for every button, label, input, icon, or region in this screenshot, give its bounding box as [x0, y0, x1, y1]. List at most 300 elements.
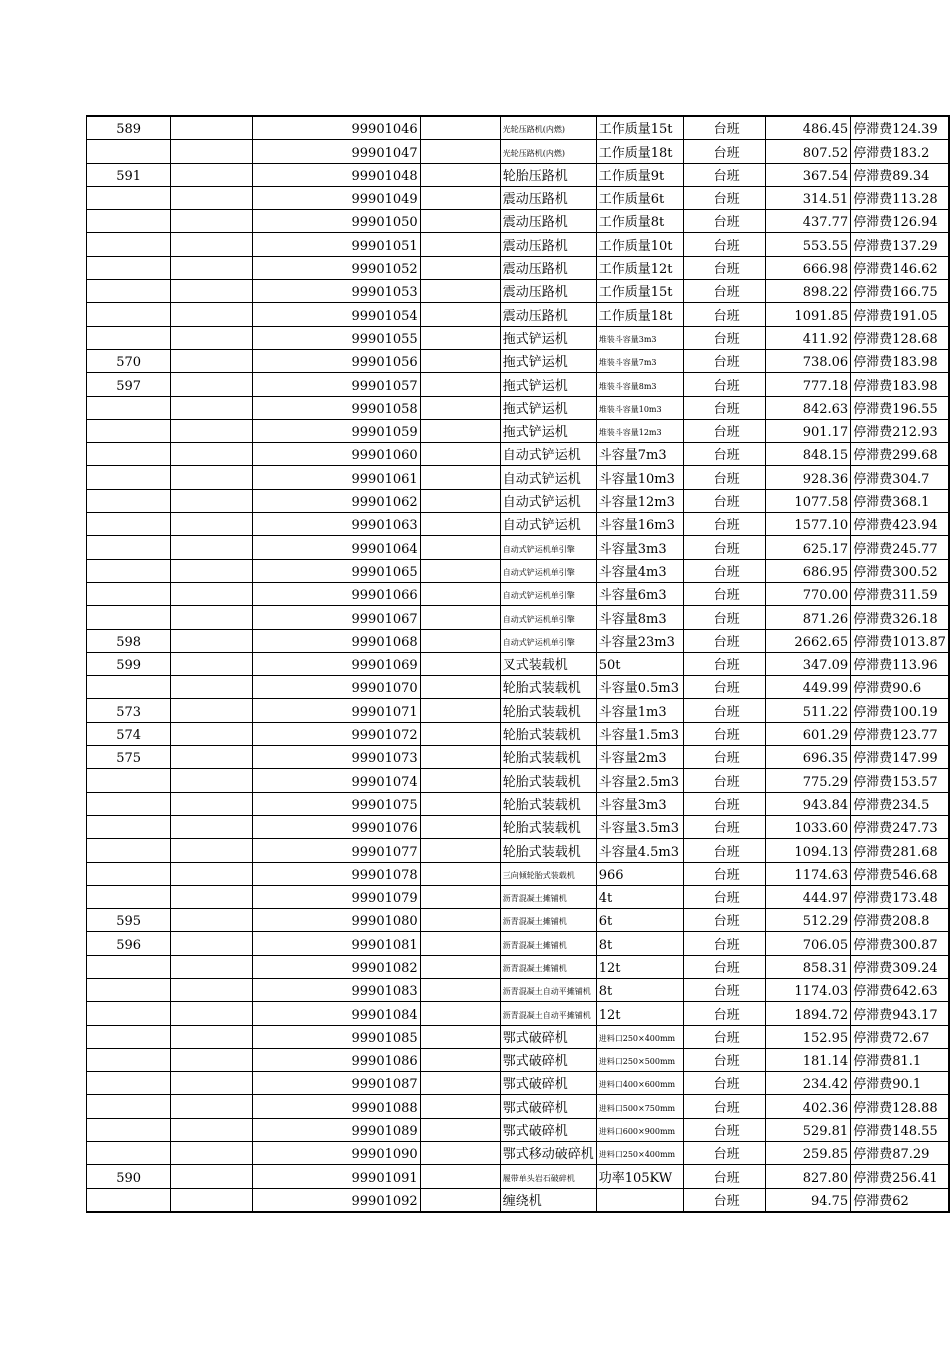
code-cell: 99901070: [252, 676, 421, 699]
spec-cell: 4t: [596, 885, 683, 908]
spec-cell: 堆装斗容量7m3: [596, 349, 683, 372]
blank-cell: [171, 280, 252, 303]
machine-name-cell: 履带单头岩石破碎机: [500, 1165, 596, 1188]
blank-cell: [171, 1095, 252, 1118]
table-row: [87, 536, 950, 559]
price-cell: 842.63: [766, 396, 851, 419]
blank-cell: [171, 769, 252, 792]
idle-fee-cell: 停滞费146.62: [851, 256, 949, 279]
table-row: [87, 746, 950, 769]
unit-cell: 台班: [683, 1072, 766, 1095]
blank-cell: [171, 1165, 252, 1188]
table-row: [87, 1165, 950, 1188]
spec-cell: 进料口600×900mm: [596, 1118, 683, 1141]
machine-name-cell: 鄂式破碎机: [500, 1048, 596, 1071]
table-row: [87, 1118, 950, 1141]
spec-cell: 斗容量10m3: [596, 466, 683, 489]
blank-cell: [421, 885, 500, 908]
table-row: [87, 1048, 950, 1071]
table-row: [87, 606, 950, 629]
blank-cell: [421, 163, 500, 186]
unit-cell: 台班: [683, 862, 766, 885]
price-cell: 444.97: [766, 885, 851, 908]
code-cell: 99901083: [252, 978, 421, 1001]
machine-name-cell: 轮胎压路机: [500, 163, 596, 186]
row-number-cell: [87, 419, 171, 442]
unit-cell: 台班: [683, 373, 766, 396]
row-number-cell: [87, 955, 171, 978]
code-cell: 99901084: [252, 1002, 421, 1025]
unit-cell: 台班: [683, 1048, 766, 1071]
machine-name-cell: 轮胎式装载机: [500, 746, 596, 769]
blank-cell: [421, 140, 500, 163]
row-number-cell: [87, 1025, 171, 1048]
price-cell: 486.45: [766, 116, 851, 140]
row-number-cell: [87, 1118, 171, 1141]
blank-cell: [171, 443, 252, 466]
blank-cell: [421, 303, 500, 326]
price-cell: 411.92: [766, 326, 851, 349]
machine-name-cell: 自动式铲运机单引擎: [500, 582, 596, 605]
spec-cell: 6t: [596, 909, 683, 932]
idle-fee-cell: 停滞费128.68: [851, 326, 949, 349]
code-cell: 99901085: [252, 1025, 421, 1048]
table-row: [87, 140, 950, 163]
blank-cell: [171, 326, 252, 349]
idle-fee-cell: 停滞费234.5: [851, 792, 949, 815]
machine-name-cell: 自动式铲运机单引擎: [500, 606, 596, 629]
machine-name-cell: 沥青混凝土摊铺机: [500, 955, 596, 978]
blank-cell: [421, 676, 500, 699]
spec-cell: 进料口400×600mm: [596, 1072, 683, 1095]
blank-cell: [171, 746, 252, 769]
spec-cell: [596, 1188, 683, 1212]
machine-name-cell: 轮胎式装载机: [500, 676, 596, 699]
blank-cell: [171, 909, 252, 932]
blank-cell: [171, 419, 252, 442]
code-cell: 99901052: [252, 256, 421, 279]
blank-cell: [171, 163, 252, 186]
spec-cell: 工作质量15t: [596, 116, 683, 140]
price-cell: 770.00: [766, 582, 851, 605]
blank-cell: [421, 978, 500, 1001]
unit-cell: 台班: [683, 629, 766, 652]
code-cell: 99901068: [252, 629, 421, 652]
row-number-cell: 591: [87, 163, 171, 186]
code-cell: 99901082: [252, 955, 421, 978]
unit-cell: 台班: [683, 1002, 766, 1025]
machine-name-cell: 叉式装载机: [500, 652, 596, 675]
machine-name-cell: 拖式铲运机: [500, 349, 596, 372]
code-cell: 99901072: [252, 722, 421, 745]
blank-cell: [421, 536, 500, 559]
idle-fee-cell: 停滞费89.34: [851, 163, 949, 186]
blank-cell: [421, 1188, 500, 1212]
row-number-cell: 575: [87, 746, 171, 769]
blank-cell: [171, 1048, 252, 1071]
table-row: [87, 163, 950, 186]
unit-cell: 台班: [683, 513, 766, 536]
idle-fee-cell: 停滞费546.68: [851, 862, 949, 885]
unit-cell: 台班: [683, 116, 766, 140]
spec-cell: 工作质量18t: [596, 303, 683, 326]
blank-cell: [421, 373, 500, 396]
idle-fee-cell: 停滞费943.17: [851, 1002, 949, 1025]
spec-cell: 斗容量12m3: [596, 489, 683, 512]
row-number-cell: 598: [87, 629, 171, 652]
row-number-cell: [87, 513, 171, 536]
table-row: [87, 373, 950, 396]
spec-cell: 斗容量2.5m3: [596, 769, 683, 792]
unit-cell: 台班: [683, 163, 766, 186]
idle-fee-cell: 停滞费126.94: [851, 210, 949, 233]
machine-name-cell: 轮胎式装载机: [500, 815, 596, 838]
unit-cell: 台班: [683, 303, 766, 326]
machine-name-cell: 拖式铲运机: [500, 419, 596, 442]
unit-cell: 台班: [683, 536, 766, 559]
idle-fee-cell: 停滞费148.55: [851, 1118, 949, 1141]
row-number-cell: [87, 1072, 171, 1095]
blank-cell: [171, 792, 252, 815]
blank-cell: [421, 1072, 500, 1095]
code-cell: 99901066: [252, 582, 421, 605]
machine-name-cell: 自动式铲运机: [500, 443, 596, 466]
unit-cell: 台班: [683, 746, 766, 769]
unit-cell: 台班: [683, 769, 766, 792]
blank-cell: [171, 116, 252, 140]
code-cell: 99901061: [252, 466, 421, 489]
price-cell: 2662.65: [766, 629, 851, 652]
price-cell: 94.75: [766, 1188, 851, 1212]
spec-cell: 功率105KW: [596, 1165, 683, 1188]
machine-name-cell: 沥青混凝土自动平摊铺机: [500, 978, 596, 1001]
spec-cell: 斗容量8m3: [596, 606, 683, 629]
code-cell: 99901055: [252, 326, 421, 349]
table-row: [87, 652, 950, 675]
blank-cell: [421, 116, 500, 140]
machine-name-cell: 三向倾轮胎式装载机: [500, 862, 596, 885]
code-cell: 99901088: [252, 1095, 421, 1118]
machine-name-cell: 沥青混凝土摊铺机: [500, 932, 596, 955]
row-number-cell: [87, 466, 171, 489]
row-number-cell: [87, 885, 171, 908]
machine-name-cell: 自动式铲运机: [500, 513, 596, 536]
blank-cell: [171, 349, 252, 372]
code-cell: 99901069: [252, 652, 421, 675]
spec-cell: 斗容量16m3: [596, 513, 683, 536]
row-number-cell: 590: [87, 1165, 171, 1188]
idle-fee-cell: 停滞费147.99: [851, 746, 949, 769]
unit-cell: 台班: [683, 909, 766, 932]
unit-cell: 台班: [683, 885, 766, 908]
price-cell: 1174.03: [766, 978, 851, 1001]
machine-name-cell: 震动压路机: [500, 210, 596, 233]
blank-cell: [421, 629, 500, 652]
table-row: [87, 233, 950, 256]
idle-fee-cell: 停滞费245.77: [851, 536, 949, 559]
blank-cell: [421, 186, 500, 209]
unit-cell: 台班: [683, 419, 766, 442]
table-row: [87, 885, 950, 908]
idle-fee-cell: 停滞费153.57: [851, 769, 949, 792]
blank-cell: [171, 1002, 252, 1025]
row-number-cell: [87, 978, 171, 1001]
idle-fee-cell: 停滞费368.1: [851, 489, 949, 512]
idle-fee-cell: 停滞费72.67: [851, 1025, 949, 1048]
blank-cell: [421, 233, 500, 256]
row-number-cell: [87, 396, 171, 419]
blank-cell: [171, 885, 252, 908]
price-cell: 347.09: [766, 652, 851, 675]
code-cell: 99901074: [252, 769, 421, 792]
machine-name-cell: 自动式铲运机单引擎: [500, 559, 596, 582]
code-cell: 99901078: [252, 862, 421, 885]
blank-cell: [421, 1165, 500, 1188]
idle-fee-cell: 停滞费300.52: [851, 559, 949, 582]
machine-name-cell: 震动压路机: [500, 186, 596, 209]
price-cell: 858.31: [766, 955, 851, 978]
code-cell: 99901046: [252, 116, 421, 140]
row-number-cell: 599: [87, 652, 171, 675]
price-cell: 1577.10: [766, 513, 851, 536]
code-cell: 99901065: [252, 559, 421, 582]
table-row: [87, 256, 950, 279]
machine-name-cell: 轮胎式装载机: [500, 839, 596, 862]
row-number-cell: [87, 1095, 171, 1118]
machine-name-cell: 沥青混凝土摊铺机: [500, 885, 596, 908]
price-cell: 1894.72: [766, 1002, 851, 1025]
price-cell: 901.17: [766, 419, 851, 442]
unit-cell: 台班: [683, 722, 766, 745]
code-cell: 99901057: [252, 373, 421, 396]
table-row: [87, 443, 950, 466]
idle-fee-cell: 停滞费304.7: [851, 466, 949, 489]
machine-name-cell: 鄂式移动破碎机: [500, 1142, 596, 1165]
table-row: [87, 1002, 950, 1025]
code-cell: 99901073: [252, 746, 421, 769]
price-cell: 529.81: [766, 1118, 851, 1141]
row-number-cell: [87, 815, 171, 838]
price-cell: 871.26: [766, 606, 851, 629]
spec-cell: 斗容量0.5m3: [596, 676, 683, 699]
blank-cell: [421, 909, 500, 932]
code-cell: 99901092: [252, 1188, 421, 1212]
blank-cell: [171, 396, 252, 419]
price-cell: 234.42: [766, 1072, 851, 1095]
price-cell: 259.85: [766, 1142, 851, 1165]
unit-cell: 台班: [683, 466, 766, 489]
row-number-cell: [87, 326, 171, 349]
machine-name-cell: 光轮压路机(内燃): [500, 140, 596, 163]
code-cell: 99901077: [252, 839, 421, 862]
spec-cell: 斗容量4.5m3: [596, 839, 683, 862]
table-row: [87, 466, 950, 489]
table-row: [87, 862, 950, 885]
table-row: [87, 1025, 950, 1048]
table-body: [87, 116, 950, 1212]
unit-cell: 台班: [683, 652, 766, 675]
blank-cell: [171, 513, 252, 536]
blank-cell: [421, 210, 500, 233]
row-number-cell: [87, 536, 171, 559]
code-cell: 99901086: [252, 1048, 421, 1071]
blank-cell: [421, 1002, 500, 1025]
spec-cell: 斗容量1m3: [596, 699, 683, 722]
row-number-cell: [87, 186, 171, 209]
price-cell: 314.51: [766, 186, 851, 209]
blank-cell: [421, 1095, 500, 1118]
blank-cell: [421, 606, 500, 629]
row-number-cell: [87, 210, 171, 233]
code-cell: 99901047: [252, 140, 421, 163]
table-row: [87, 210, 950, 233]
idle-fee-cell: 停滞费212.93: [851, 419, 949, 442]
table-row: [87, 326, 950, 349]
table-row: [87, 1142, 950, 1165]
blank-cell: [421, 792, 500, 815]
spec-cell: 斗容量7m3: [596, 443, 683, 466]
code-cell: 99901054: [252, 303, 421, 326]
blank-cell: [421, 489, 500, 512]
unit-cell: 台班: [683, 792, 766, 815]
spec-cell: 进料口250×400mm: [596, 1142, 683, 1165]
table-row: [87, 699, 950, 722]
price-cell: 1174.63: [766, 862, 851, 885]
idle-fee-cell: 停滞费311.59: [851, 582, 949, 605]
row-number-cell: [87, 1142, 171, 1165]
blank-cell: [421, 955, 500, 978]
spec-cell: 斗容量6m3: [596, 582, 683, 605]
blank-cell: [171, 303, 252, 326]
code-cell: 99901058: [252, 396, 421, 419]
unit-cell: 台班: [683, 559, 766, 582]
machine-name-cell: 鄂式破碎机: [500, 1118, 596, 1141]
machine-name-cell: 拖式铲运机: [500, 396, 596, 419]
table-row: [87, 815, 950, 838]
table-row: [87, 839, 950, 862]
machine-name-cell: 沥青混凝土摊铺机: [500, 909, 596, 932]
price-cell: 1077.58: [766, 489, 851, 512]
code-cell: 99901060: [252, 443, 421, 466]
code-cell: 99901081: [252, 932, 421, 955]
unit-cell: 台班: [683, 606, 766, 629]
price-cell: 553.55: [766, 233, 851, 256]
code-cell: 99901048: [252, 163, 421, 186]
blank-cell: [421, 769, 500, 792]
blank-cell: [421, 466, 500, 489]
code-cell: 99901049: [252, 186, 421, 209]
idle-fee-cell: 停滞费247.73: [851, 815, 949, 838]
row-number-cell: [87, 792, 171, 815]
unit-cell: 台班: [683, 1165, 766, 1188]
price-cell: 827.80: [766, 1165, 851, 1188]
machine-name-cell: 鄂式破碎机: [500, 1072, 596, 1095]
row-number-cell: 596: [87, 932, 171, 955]
blank-cell: [421, 443, 500, 466]
unit-cell: 台班: [683, 489, 766, 512]
machine-name-cell: 拖式铲运机: [500, 326, 596, 349]
blank-cell: [421, 862, 500, 885]
idle-fee-cell: 停滞费113.96: [851, 652, 949, 675]
row-number-cell: [87, 559, 171, 582]
idle-fee-cell: 停滞费183.98: [851, 349, 949, 372]
blank-cell: [171, 559, 252, 582]
row-number-cell: [87, 862, 171, 885]
code-cell: 99901064: [252, 536, 421, 559]
blank-cell: [421, 815, 500, 838]
unit-cell: 台班: [683, 1118, 766, 1141]
table-row: [87, 396, 950, 419]
table-row: [87, 978, 950, 1001]
blank-cell: [171, 373, 252, 396]
machine-name-cell: 沥青混凝土自动平摊铺机: [500, 1002, 596, 1025]
code-cell: 99901059: [252, 419, 421, 442]
idle-fee-cell: 停滞费299.68: [851, 443, 949, 466]
blank-cell: [421, 652, 500, 675]
idle-fee-cell: 停滞费87.29: [851, 1142, 949, 1165]
blank-cell: [421, 1142, 500, 1165]
unit-cell: 台班: [683, 582, 766, 605]
row-number-cell: 589: [87, 116, 171, 140]
spec-cell: 斗容量1.5m3: [596, 722, 683, 745]
idle-fee-cell: 停滞费326.18: [851, 606, 949, 629]
blank-cell: [421, 396, 500, 419]
table-row: [87, 629, 950, 652]
blank-cell: [171, 699, 252, 722]
blank-cell: [171, 676, 252, 699]
code-cell: 99901071: [252, 699, 421, 722]
spec-cell: 工作质量6t: [596, 186, 683, 209]
idle-fee-cell: 停滞费166.75: [851, 280, 949, 303]
blank-cell: [171, 932, 252, 955]
unit-cell: 台班: [683, 1025, 766, 1048]
blank-cell: [171, 489, 252, 512]
blank-cell: [421, 932, 500, 955]
machine-name-cell: 光轮压路机(内燃): [500, 116, 596, 140]
spec-cell: 斗容量2m3: [596, 746, 683, 769]
price-cell: 666.98: [766, 256, 851, 279]
row-number-cell: 573: [87, 699, 171, 722]
unit-cell: 台班: [683, 955, 766, 978]
code-cell: 99901091: [252, 1165, 421, 1188]
table-row: [87, 349, 950, 372]
blank-cell: [171, 140, 252, 163]
machine-name-cell: 轮胎式装载机: [500, 722, 596, 745]
unit-cell: 台班: [683, 676, 766, 699]
row-number-cell: [87, 1002, 171, 1025]
code-cell: 99901063: [252, 513, 421, 536]
price-cell: 738.06: [766, 349, 851, 372]
idle-fee-cell: 停滞费256.41: [851, 1165, 949, 1188]
machine-name-cell: 震动压路机: [500, 280, 596, 303]
idle-fee-cell: 停滞费208.8: [851, 909, 949, 932]
code-cell: 99901087: [252, 1072, 421, 1095]
table-row: [87, 932, 950, 955]
spec-cell: 50t: [596, 652, 683, 675]
blank-cell: [421, 582, 500, 605]
blank-cell: [171, 1142, 252, 1165]
price-cell: 696.35: [766, 746, 851, 769]
price-cell: 1094.13: [766, 839, 851, 862]
spec-cell: 堆装斗容量10m3: [596, 396, 683, 419]
blank-cell: [171, 210, 252, 233]
price-cell: 686.95: [766, 559, 851, 582]
blank-cell: [421, 1118, 500, 1141]
unit-cell: 台班: [683, 1142, 766, 1165]
unit-cell: 台班: [683, 256, 766, 279]
price-cell: 449.99: [766, 676, 851, 699]
unit-cell: 台班: [683, 186, 766, 209]
